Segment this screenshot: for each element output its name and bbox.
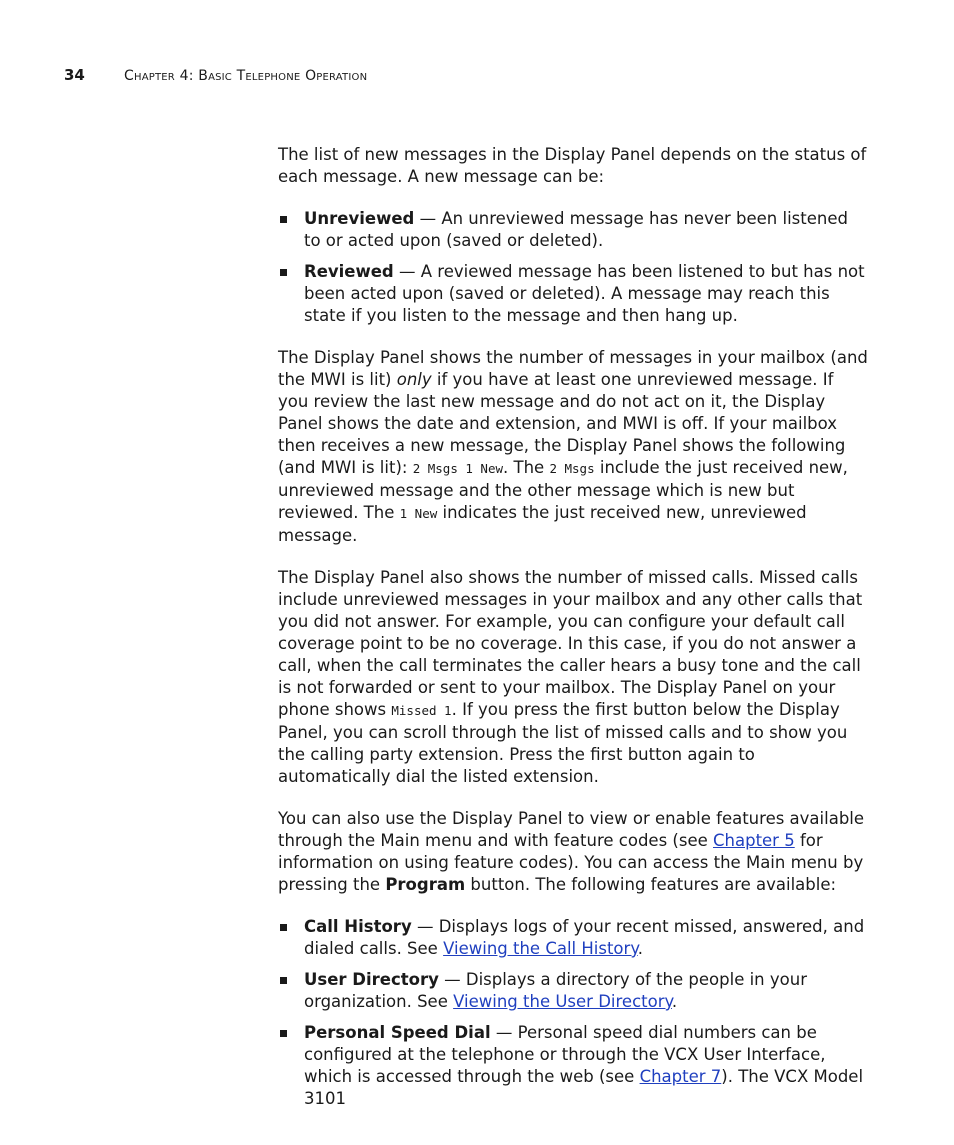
missed-calls-paragraph <box>278 567 868 788</box>
text-run: ). The VCX Model 3101 <box>304 1067 864 1108</box>
text-run: . <box>637 939 643 958</box>
list-item <box>278 969 868 1013</box>
display-code: 2 Msgs <box>549 461 595 476</box>
square-bullet-icon <box>280 216 287 223</box>
list-item-term: Unreviewed <box>304 209 415 228</box>
text-run: . The <box>503 458 550 477</box>
display-code: 2 Msgs 1 New <box>412 461 504 476</box>
list-item-term: Personal Speed Dial <box>304 1023 491 1042</box>
list-item-text: — Personal speed dial numbers can be configured at the telephone or through the VCX User Interface, which is accessed through the web (see <box>304 1023 826 1086</box>
square-bullet-icon <box>280 977 287 984</box>
square-bullet-icon <box>280 924 287 931</box>
text-run: if you have at least one unreviewed message. If you review the last new message and do not act on it, the Display Panel shows the date and extension, and MWI is off. If your mailbox then receives a new message, the Display Panel shows the following (and MWI is lit): <box>278 370 846 477</box>
user-directory-link[interactable]: Viewing the User Directory <box>453 992 672 1011</box>
list-item-text: — An unreviewed message has never been listened to or acted upon (saved or deleted). <box>304 209 848 250</box>
text-run: indicates the just received new, unreviewed message. <box>278 503 807 545</box>
page-header <box>64 66 367 84</box>
text-run: . <box>671 992 678 1011</box>
list-item-text: — Displays a directory of the people in your organization. See <box>304 970 807 1011</box>
text-run: . If you press the first button below the Display Panel, you can scroll through the list of missed calls and to show you the calling party extension. Press the first button again to automatically dial the listed extension. <box>278 700 848 786</box>
list-item <box>278 208 868 252</box>
intro-paragraph: The list of new messages in the Display Panel depends on the status of each message. A new message can be: <box>278 145 867 186</box>
text-run: for information on using feature codes). You can access the Main menu by pressing the <box>278 831 864 894</box>
text-run: The Display Panel also shows the number of missed calls. Missed calls include unreviewed messages in your mailbox and any other calls that you did not answer. For example, you can configure your default call coverage point to be no coverage. In this case, if you do not answer a call, when the call terminates the caller hears a busy tone and the call is not forwarded or sent to your mailbox. The Display Panel on your phone shows <box>278 568 863 719</box>
emphasis-text: only <box>396 370 432 389</box>
list-item-text: — Displays logs of your recent missed, answered, and dialed calls. See <box>304 917 865 958</box>
list-item <box>278 916 868 960</box>
text-run: You can also use the Display Panel to view or enable features available through the Main menu and with feature codes (see <box>278 809 865 850</box>
call-history-link[interactable]: Viewing the Call History <box>443 939 638 958</box>
text-run: button. The following features are available: <box>465 875 837 894</box>
program-button-name: Program <box>385 875 466 894</box>
list-item-term: Call History <box>304 917 412 936</box>
page-number: 34 <box>64 66 85 84</box>
display-code: 1 New <box>399 506 438 521</box>
features-list <box>278 916 868 1110</box>
list-item-term: Reviewed <box>304 262 394 281</box>
chapter-title: Chapter 4: Basic Telephone Operation <box>124 68 368 84</box>
chapter-7-link[interactable]: Chapter 7 <box>639 1067 722 1086</box>
square-bullet-icon <box>280 269 287 276</box>
list-item-term: User Directory <box>304 970 439 989</box>
display-code: Missed 1 <box>391 703 452 718</box>
list-item <box>278 1022 868 1110</box>
chapter-5-link[interactable]: Chapter 5 <box>713 831 795 850</box>
list-item-text: — A reviewed message has been listened to but has not been acted upon (saved or deleted). A message may reach this state if you listen to the message and then hang up. <box>304 262 865 325</box>
text-run: The Display Panel shows the number of messages in your mailbox (and the MWI is lit) <box>278 348 868 389</box>
list-item <box>278 261 868 327</box>
message-count-paragraph <box>278 347 868 547</box>
features-intro-paragraph <box>278 808 868 896</box>
message-status-list <box>278 208 868 327</box>
body-content <box>278 144 868 1119</box>
text-run: include the just received new, unreviewed message and the other message which is new but reviewed. The <box>278 458 848 522</box>
square-bullet-icon <box>280 1030 287 1037</box>
